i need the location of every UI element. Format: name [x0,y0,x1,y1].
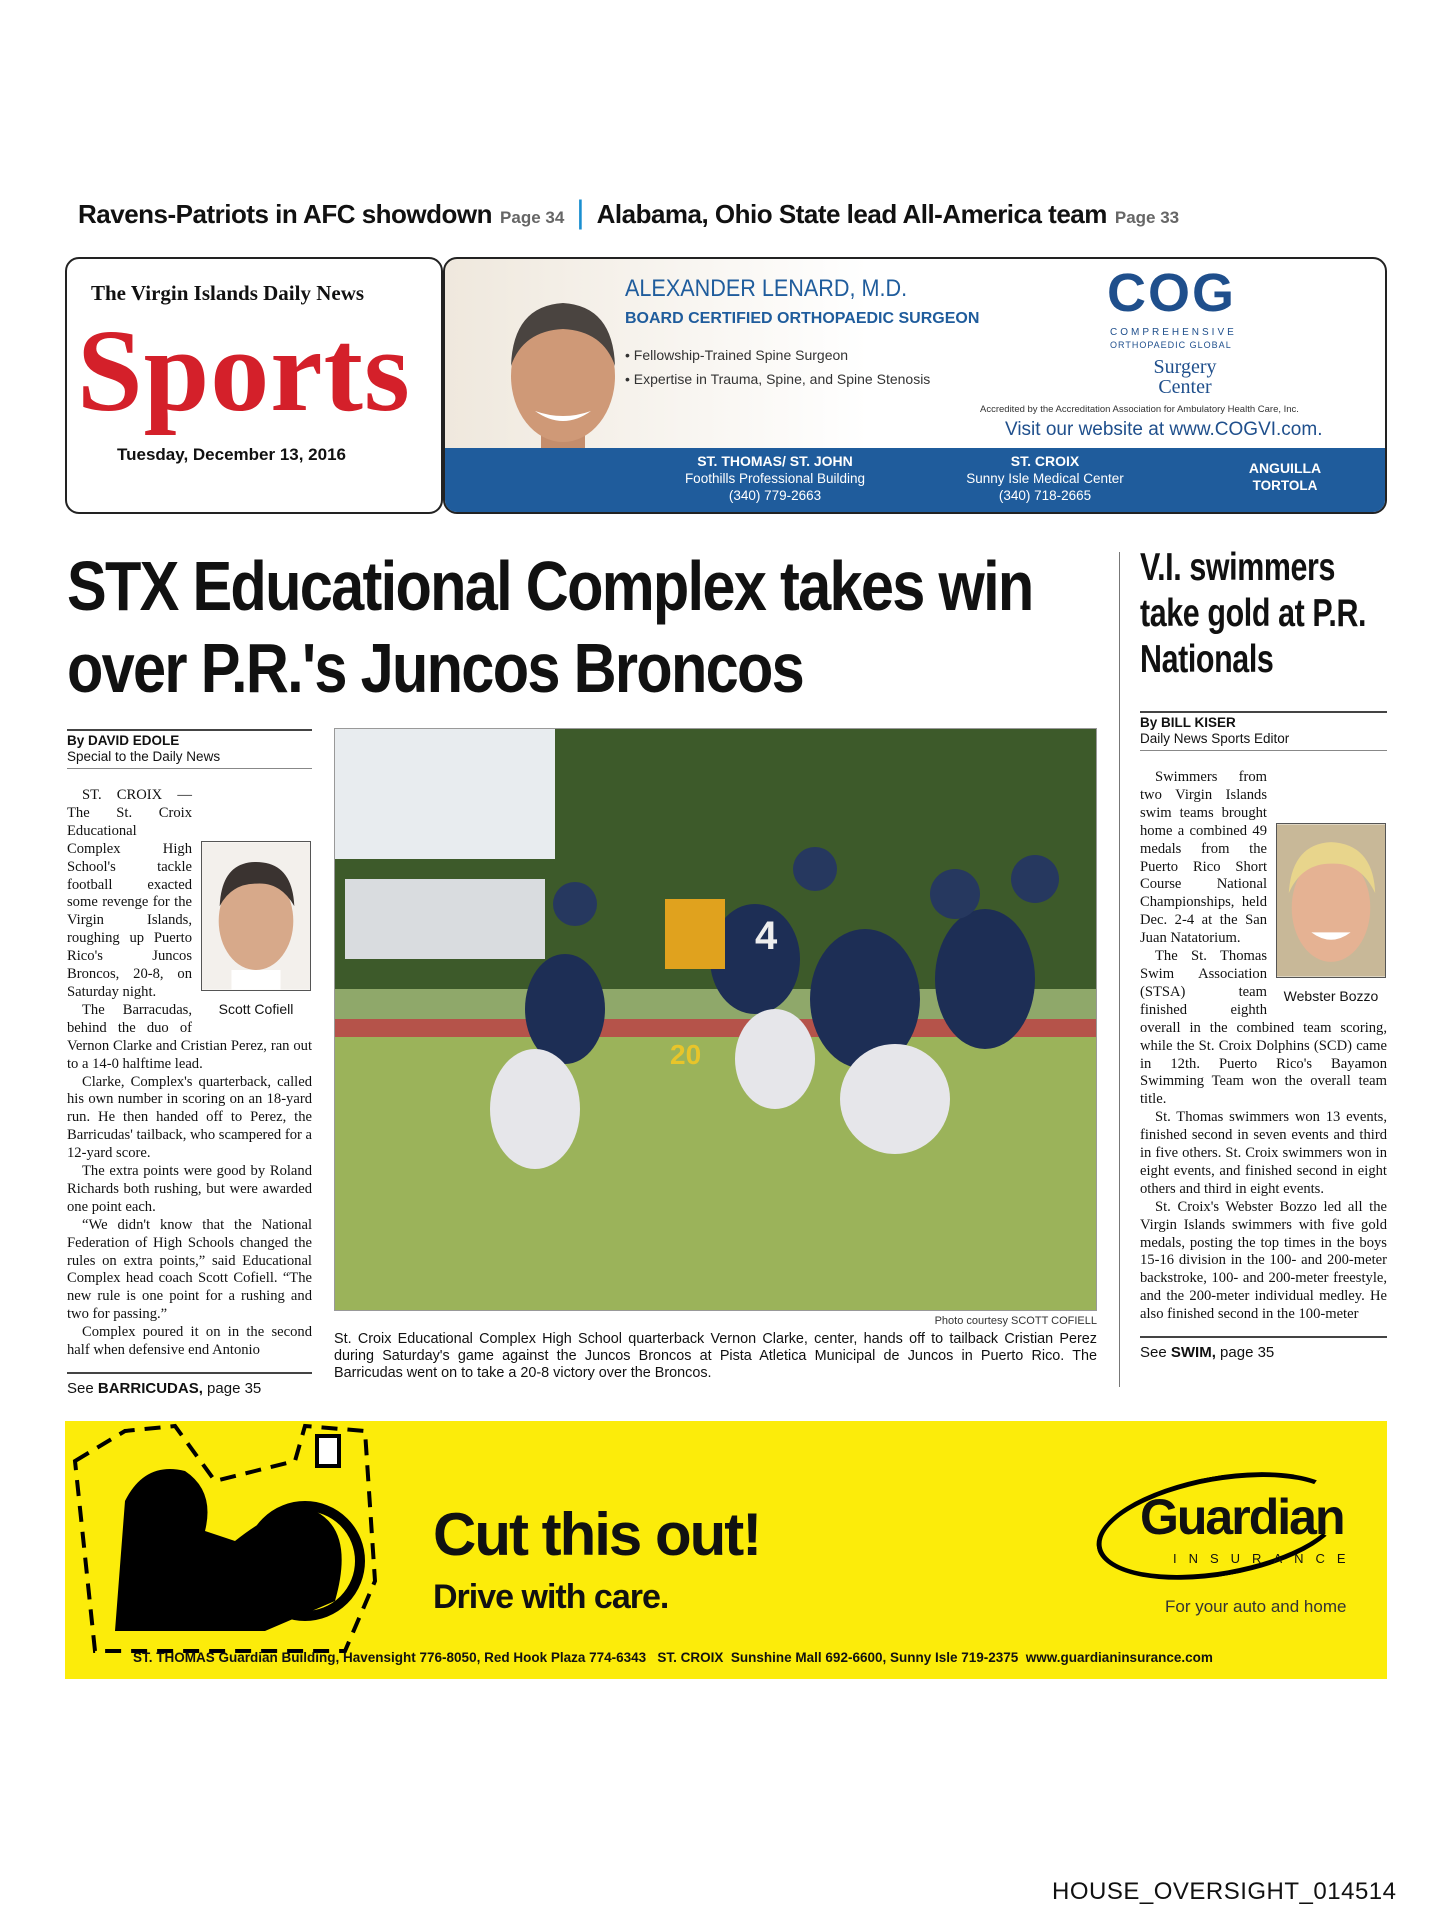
issue-date: Tuesday, December 13, 2016 [117,445,347,464]
teaser-divider: | [576,194,585,230]
brand-name: Guardian [1140,1489,1344,1545]
side-headline: V.I. swimmers take gold at P.R. Nationals [1140,546,1367,681]
swimmer-photo [1276,823,1386,978]
photo-caption: St. Croix Educational Complex High School quarterback Vernon Clarke, center, hands off to tailback Cristian Perez during Saturday's game against the Juncos Broncos at Pista Atletica Municipal de Juncos in Puerto Rico. The Barricudas went on to take a 20-8 victory over the Broncos. [334,1331,1097,1381]
cog-sub: ORTHOPAEDIC GLOBAL [1110,340,1232,350]
article-body: Scott Cofiell ST. CROIX — The St. Croix Educational Complex High School's tackle football exacted some revenge for the Virgin Islands, roughing up Puerto Rico's Juncos Broncos, 20-8, on Saturday night. The Barracudas, behind the duo of Vernon Clarke and Cristian Perez, ran out to a 14-0 halftime lead. Clarke, Complex's quarterback, called his own number in scoring on an 18-yard run. He then handed off to Perez, the Barricudas' tailback, who scampered for a 12-yard score. The extra points were good by Roland Richards both rushing, but were awarded one point each. “We didn't know that the National Federation of High Schools changed the rules on extra points,” said Educational Complex head coach Scott Cofiell. “The new rule is one point for a rushing and two for passing.” Complex poured it on in the second half when defensive end Antonio [67,787,312,1359]
doctor-name: ALEXANDER LENARD, M.D. [625,275,908,302]
location: ST. THOMAS/ ST. JOHN Foothills Professional Building (340) 779-2663 [684,453,866,503]
ad-subhead: Drive with care. [433,1578,669,1616]
accreditation: Accredited by the Accreditation Association for Ambulatory Health Care, Inc. [980,404,1299,415]
cog-logo: COG [1107,263,1237,323]
jersey-number: 4 [755,914,778,958]
location: ANGUILLA TORTOLA [1248,460,1322,493]
yard-marker: 20 [670,1039,702,1070]
paper-name: The Virgin Islands Daily News [91,281,365,305]
teaser-bar [78,194,1388,238]
cog-sub: COMPREHENSIVE [1110,327,1237,338]
mug-shot [200,841,312,1018]
mug-shot [1275,823,1387,1005]
teaser-headline: Alabama, Ohio State lead All-America team [596,199,1107,229]
teaser-page: Page 33 [1114,208,1180,227]
side-story-column [1140,711,1387,1362]
main-headline: STX Educational Complex takes win over P.R.'s Juncos Broncos [67,547,1033,707]
jump-link[interactable]: See BARRICUDAS, page 35 [67,1372,312,1398]
masthead [65,257,443,514]
teaser-headline: Ravens-Patriots in AFC showdown [78,199,493,229]
document-id: HOUSE_OVERSIGHT_014514 [1052,1878,1397,1905]
byline: By BILL KISER Daily News Sports Editor [1140,711,1387,751]
byline: By DAVID EDOLE Special to the Daily News [67,729,312,769]
photo-credit: Photo courtesy SCOTT COFIELL [934,1315,1097,1327]
jump-link[interactable]: See SWIM, page 35 [1140,1336,1387,1362]
website: Visit our website at www.COGVI.com. [1005,419,1323,440]
location: ST. CROIX Sunny Isle Medical Center (340) 718-2665 [966,453,1124,503]
ad-headline: Cut this out! [433,1501,761,1568]
tagline: For your auto and home [1165,1597,1347,1616]
brand-sub: INSURANCE [1173,1551,1358,1566]
locations-band [445,448,1385,512]
column-divider [1119,552,1120,1387]
section-title: Sports [77,305,411,436]
driver-silhouette-icon [65,1421,405,1661]
doctor-bullets: • Fellowship-Trained Spine Surgeon • Expertise in Trauma, Spine, and Spine Stenosis [625,347,931,387]
doctor-title: BOARD CERTIFIED ORTHOPAEDIC SURGEON [625,310,980,327]
mug-caption: Scott Cofiell [218,1001,294,1017]
mug-caption: Webster Bozzo [1283,988,1379,1004]
teaser-page: Page 34 [500,208,565,227]
coach-photo [201,841,311,991]
main-story-column [67,729,312,1398]
surgery-center: Surgery Center [1153,356,1217,398]
guardian-ad [65,1421,1387,1679]
article-body: Webster Bozzo Swimmers from two Virgin Islands swim teams brought home a combined 49 medals from the Puerto Rico Short Course National Championships, held Dec. 2-4 at the San Juan Natatorium. The St. Thomas Swim Association (STSA) team finished eighth overall in the combined team scoring, while the St. Croix Dolphins (SCD) came in 12th. Puerto Rico's Bayamon Swimming Team won the overall team title. St. Thomas swimmers won 13 events, finished second in seven events and third in five others. St. Croix swimmers won in eight events, and finished second in eight others and third in eight events. St. Croix's Webster Bozzo led all the Virgin Islands swimmers with five gold medals, posting the top times in the boys 15-16 division in the 100- and 200-meter backstroke, 100- and 200-meter freestyle, and the 200-meter individual medley. He also finished second in the 100-meter [1140,769,1387,1323]
football-photo [334,728,1097,1311]
bullet: Expertise in Trauma, Spine, and Spine Stenosis [633,371,931,387]
game-photo [335,729,1097,1311]
ad-locations: ST. THOMAS Guardian Building, Havensight 776-8050, Red Hook Plaza 774-6343 ST. CROIX Sunshine Mall 692-6600, Sunny Isle 719-2375 www.guardianinsurance.com [133,1650,1213,1665]
bullet: Fellowship-Trained Spine Surgeon [633,347,849,363]
orthopaedic-ad [443,257,1387,514]
